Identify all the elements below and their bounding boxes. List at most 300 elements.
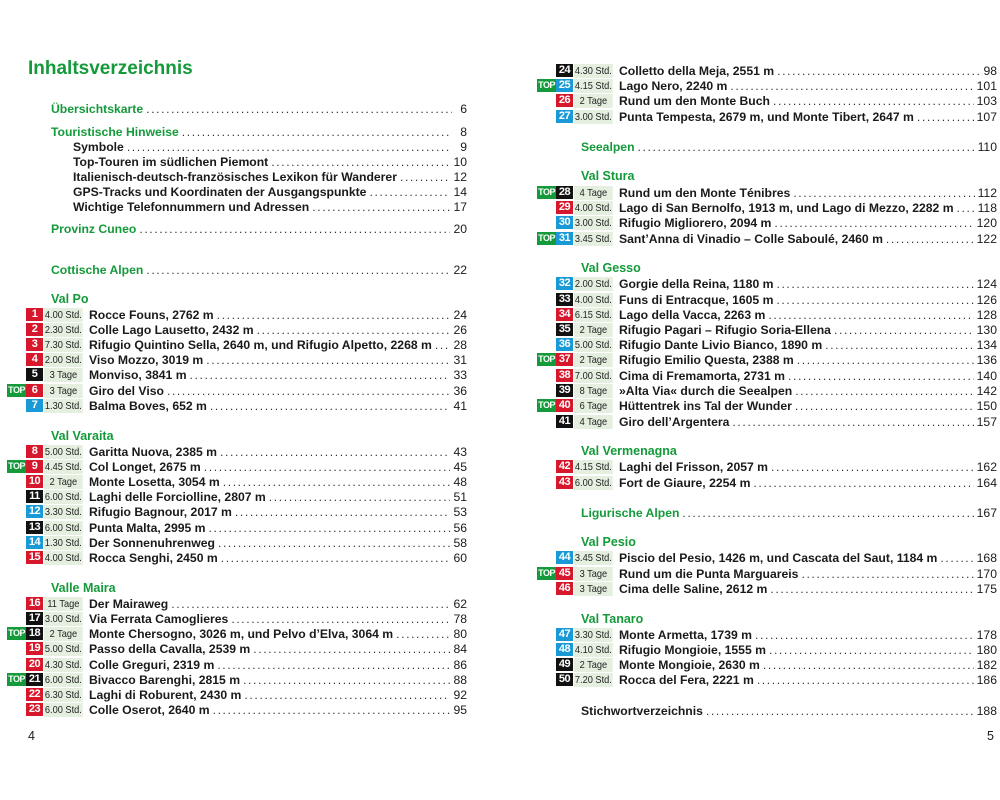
tour-number-badge: 11: [26, 490, 43, 503]
tour-number-badge: 4: [26, 353, 43, 366]
tour-name: Via Ferrata Camoglieres: [89, 611, 229, 626]
tour-number-badge: 19: [26, 642, 43, 655]
tour-entry[interactable]: [5, 444, 467, 459]
top-badge-slot: [535, 79, 556, 92]
tour-number-badge: 10: [26, 475, 43, 488]
tour-page: 118: [977, 200, 997, 215]
dot-leader: [146, 263, 450, 277]
tour-duration: 2 Tage: [44, 627, 83, 641]
tour-page: 78: [453, 611, 467, 626]
tour-page: 92: [453, 687, 467, 702]
tour-entry[interactable]: [5, 596, 467, 611]
tour-name: Rund um die Punta Marguareis: [619, 566, 799, 581]
dot-leader: [755, 628, 974, 642]
tour-page: 43: [453, 444, 467, 459]
dot-leader: [940, 551, 973, 565]
dot-leader: [776, 293, 973, 307]
tour-entry[interactable]: [535, 200, 997, 215]
tour-duration: 6.00 Std.: [44, 521, 82, 534]
tour-name: Rifugio Emilio Questa, 2388 m: [619, 352, 794, 367]
top-tour-badge: TOP: [538, 80, 555, 90]
tour-page: 28: [453, 337, 467, 352]
section-heading: Val Gesso: [581, 261, 641, 275]
tour-duration: 2.00 Std.: [44, 353, 82, 366]
tour-page: 157: [976, 414, 997, 429]
dot-leader: [773, 94, 974, 108]
tour-name: Funs di Entracque, 1605 m: [619, 292, 774, 307]
tour-number-badge: 16: [26, 597, 43, 610]
dot-leader: [777, 64, 980, 78]
tour-page: 31: [453, 352, 467, 367]
tour-number-badge: 17: [26, 612, 43, 625]
section-heading: Val Varaita: [51, 429, 114, 443]
dot-leader: [834, 323, 974, 337]
tour-duration: 3.30 Std.: [574, 628, 612, 641]
tour-entry[interactable]: [535, 276, 997, 291]
tour-entry[interactable]: [535, 368, 997, 383]
tour-entry[interactable]: [5, 520, 467, 535]
tour-number-badge: 34: [556, 308, 573, 321]
tour-duration: 4.15 Std.: [574, 79, 612, 92]
tour-page: 140: [976, 368, 997, 383]
tour-entry[interactable]: [5, 367, 467, 382]
tour-entry[interactable]: [535, 109, 997, 124]
tour-number-badge: 31: [556, 232, 573, 245]
tour-entry[interactable]: [5, 398, 467, 413]
dot-leader: [210, 399, 451, 413]
tour-duration: 4.30 Std.: [44, 658, 82, 671]
top-tour-badge: TOP: [538, 400, 555, 410]
tour-entry[interactable]: [535, 185, 997, 200]
tour-name: Laghi di Roburent, 2430 m: [89, 687, 242, 702]
tour-page: 182: [976, 657, 997, 672]
tour-duration: 1.30 Std.: [44, 536, 82, 549]
tour-number-badge: 49: [556, 658, 573, 671]
tour-entry[interactable]: [5, 383, 467, 398]
tour-entry[interactable]: [535, 383, 997, 398]
toc-entry-page: 9: [460, 139, 467, 154]
tour-page: 134: [976, 337, 997, 352]
tour-name: Col Longet, 2675 m: [89, 459, 201, 474]
dot-leader: [369, 185, 450, 199]
tour-entry[interactable]: [535, 352, 997, 367]
tour-number-badge: 25: [556, 79, 573, 92]
section-heading: Val Vermenagna: [581, 444, 677, 458]
tour-name: Garitta Nuova, 2385 m: [89, 444, 218, 459]
tour-page: 122: [976, 231, 997, 246]
dot-leader: [127, 140, 452, 154]
toc-entry[interactable]: [73, 169, 467, 184]
tour-number-badge: 18: [26, 627, 43, 640]
dot-leader: [793, 186, 974, 200]
dot-leader: [218, 536, 450, 550]
tour-entry[interactable]: [5, 307, 467, 322]
tour-duration: 2 Tage: [574, 353, 613, 367]
tour-entry[interactable]: [5, 322, 467, 337]
tour-entry[interactable]: [5, 337, 467, 352]
tour-duration: 2 Tage: [44, 475, 83, 489]
toc-entry-page: 14: [453, 184, 467, 199]
toc-entry[interactable]: [581, 505, 997, 520]
tour-number-badge: 21: [26, 673, 43, 686]
dot-leader: [768, 308, 973, 322]
tour-number-badge: 26: [556, 94, 573, 107]
dot-leader: [753, 476, 973, 490]
tour-duration: 3.00 Std.: [574, 110, 612, 123]
tour-duration: 2.00 Std.: [574, 277, 612, 290]
tour-duration: 4.00 Std.: [574, 293, 612, 306]
tour-entry[interactable]: [535, 322, 997, 337]
tour-name: Monviso, 3841 m: [89, 367, 187, 382]
tour-name: Colle Greguri, 2319 m: [89, 657, 215, 672]
dot-leader: [190, 368, 451, 382]
tour-number-badge: 5: [26, 368, 43, 381]
dot-leader: [146, 102, 452, 116]
tour-name: Piscio del Pesio, 1426 m, und Cascata del Saut, 1184 m: [619, 550, 938, 565]
tour-name: Monte Armetta, 1739 m: [619, 627, 752, 642]
dot-leader: [167, 384, 450, 398]
dot-leader: [312, 200, 450, 214]
top-badge-slot: [5, 384, 26, 397]
tour-name: Giro dell’Argentera: [619, 414, 730, 429]
tour-entry[interactable]: [5, 535, 467, 550]
top-tour-badge: TOP: [538, 233, 555, 243]
tour-number-badge: 37: [556, 353, 573, 366]
tour-name: Rifugio Bagnour, 2017 m: [89, 504, 232, 519]
top-tour-badge: TOP: [8, 674, 25, 684]
tour-entry[interactable]: [535, 398, 997, 413]
toc-entry[interactable]: [73, 184, 467, 199]
toc-entry[interactable]: [581, 139, 997, 154]
toc-entry-page: 110: [977, 139, 997, 154]
tour-name: Rifugio Quintino Sella, 2640 m, und Rifugio Alpetto, 2268 m: [89, 337, 432, 352]
tour-number-badge: 29: [556, 201, 573, 214]
tour-number-badge: 36: [556, 338, 573, 351]
tour-entry[interactable]: [535, 337, 997, 352]
tour-entry[interactable]: [5, 489, 467, 504]
tour-duration: 4.00 Std.: [574, 201, 612, 214]
dot-leader: [763, 658, 974, 672]
tour-name: Der Mairaweg: [89, 596, 169, 611]
top-badge-slot: [5, 627, 26, 640]
tour-duration: 6.30 Std.: [44, 688, 82, 701]
top-badge-slot: [5, 673, 26, 686]
tour-page: 98: [983, 63, 997, 78]
section-heading: Val Stura: [581, 169, 635, 183]
toc-entry-label: Cottische Alpen: [51, 262, 144, 277]
tour-page: 107: [976, 109, 997, 124]
dot-leader: [638, 140, 975, 154]
top-tour-badge: TOP: [538, 187, 555, 197]
tour-duration: 3.45 Std.: [574, 232, 612, 245]
dot-leader: [221, 551, 451, 565]
tour-number-badge: 15: [26, 551, 43, 564]
toc-entry[interactable]: [73, 154, 467, 169]
tour-page: 48: [453, 474, 467, 489]
dot-leader: [771, 460, 974, 474]
tour-duration: 2.30 Std.: [44, 323, 82, 336]
tour-page: 162: [976, 459, 997, 474]
toc-entry[interactable]: [51, 262, 467, 277]
dot-leader: [235, 505, 451, 519]
tour-page: 175: [976, 581, 997, 596]
dot-leader: [788, 369, 974, 383]
tour-duration: 1.30 Std.: [44, 399, 82, 412]
section-heading: Val Po: [51, 292, 89, 306]
top-badge-slot: [535, 567, 556, 580]
tour-duration: 6.15 Std.: [574, 308, 612, 321]
tour-page: 103: [976, 93, 997, 108]
tour-page: 120: [976, 215, 997, 230]
tour-entry[interactable]: [535, 215, 997, 230]
tour-page: 56: [453, 520, 467, 535]
top-tour-badge: TOP: [8, 461, 25, 471]
tour-entry[interactable]: [535, 657, 997, 672]
tour-entry[interactable]: [535, 307, 997, 322]
tour-entry[interactable]: [535, 581, 997, 596]
tour-duration: 2 Tage: [574, 323, 613, 337]
tour-number-badge: 30: [556, 216, 573, 229]
tour-page: 51: [453, 489, 467, 504]
tour-number-badge: 28: [556, 186, 573, 199]
tour-page: 164: [976, 475, 997, 490]
tour-entry[interactable]: [5, 641, 467, 656]
dot-leader: [682, 506, 973, 520]
dot-leader: [706, 704, 974, 718]
top-badge-slot: [535, 232, 556, 245]
tour-duration: 5.00 Std.: [44, 445, 82, 458]
tour-page: 88: [453, 672, 467, 687]
tour-name: Fort de Giaure, 2254 m: [619, 475, 751, 490]
tour-page: 112: [977, 185, 997, 200]
dot-leader: [795, 384, 973, 398]
right-page: [500, 0, 1000, 800]
tour-duration: 6 Tage: [574, 399, 613, 413]
tour-name: Monte Mongioie, 2630 m: [619, 657, 760, 672]
tour-entry[interactable]: [5, 504, 467, 519]
dot-leader: [774, 216, 973, 230]
tour-entry[interactable]: [5, 687, 467, 702]
tour-duration: 6.00 Std.: [44, 703, 82, 716]
tour-entry[interactable]: [5, 474, 467, 489]
toc-entry[interactable]: [51, 221, 467, 236]
tour-duration: 2 Tage: [574, 658, 613, 672]
tour-duration: 6.00 Std.: [574, 476, 612, 489]
tour-duration: 4.00 Std.: [44, 308, 82, 321]
tour-number-badge: 13: [26, 521, 43, 534]
tour-name: Rifugio Pagari – Rifugio Soria-Ellena: [619, 322, 831, 337]
tour-name: Sant’Anna di Vinadio – Colle Saboulé, 2460 m: [619, 231, 883, 246]
tour-page: 124: [976, 276, 997, 291]
tour-page: 126: [976, 292, 997, 307]
tour-entry[interactable]: [535, 292, 997, 307]
tour-name: Monte Chersogno, 3026 m, und Pelvo d’Elva, 3064 m: [89, 626, 394, 641]
tour-entry[interactable]: [5, 550, 467, 565]
toc-entry-label: Übersichtskarte: [51, 101, 144, 116]
dot-leader: [770, 582, 973, 596]
tour-entry[interactable]: [5, 611, 467, 626]
toc-entry-label: Top-Touren im südlichen Piemont: [73, 154, 269, 169]
tour-name: Punta Malta, 2995 m: [89, 520, 206, 535]
toc-entry-label: Ligurische Alpen: [581, 505, 680, 520]
tour-name: Lago della Vacca, 2263 m: [619, 307, 766, 322]
dot-leader: [825, 338, 973, 352]
tour-page: 60: [453, 550, 467, 565]
tour-number-badge: 20: [26, 658, 43, 671]
dot-leader: [435, 338, 451, 352]
tour-name: Der Sonnenuhrenweg: [89, 535, 215, 550]
tour-entry[interactable]: [535, 475, 997, 490]
section-heading: Valle Maira: [51, 581, 116, 595]
toc-entry-page: 167: [976, 505, 997, 520]
tour-duration: 3.00 Std.: [574, 216, 612, 229]
tour-entry[interactable]: [535, 78, 997, 93]
dot-leader: [217, 308, 451, 322]
dot-leader: [795, 399, 974, 413]
tour-duration: 4 Tage: [574, 186, 613, 200]
tour-name: Monte Losetta, 3054 m: [89, 474, 220, 489]
dot-leader: [801, 567, 973, 581]
tour-number-badge: 39: [556, 384, 573, 397]
tour-name: Laghi del Frisson, 2057 m: [619, 459, 769, 474]
toc-entry-label: Seealpen: [581, 139, 635, 154]
tour-entry[interactable]: [535, 550, 997, 565]
tour-number-badge: 9: [26, 460, 43, 473]
tour-duration: 7.00 Std.: [574, 369, 612, 382]
tour-name: Rund um den Monte Buch: [619, 93, 770, 108]
dot-leader: [957, 201, 975, 215]
tour-name: Bivacco Barenghi, 2815 m: [89, 672, 241, 687]
tour-entry[interactable]: [535, 93, 997, 108]
tour-name: Hüttentrek ins Tal der Wunder: [619, 398, 792, 413]
tour-duration: 3.30 Std.: [44, 505, 82, 518]
tour-page: 84: [453, 641, 467, 656]
tour-entry[interactable]: [5, 702, 467, 717]
toc-entry-label: GPS-Tracks und Koordinaten der Ausgangspunkte: [73, 184, 367, 199]
tour-page: 33: [453, 367, 467, 382]
tour-entry[interactable]: [5, 352, 467, 367]
tour-entry[interactable]: [535, 672, 997, 687]
toc-entry-label: Italienisch-deutsch-französisches Lexikon für Wanderer: [73, 169, 397, 184]
toc-entry-page: 6: [460, 101, 467, 116]
top-badge-slot: [535, 353, 556, 366]
toc-entry[interactable]: [51, 124, 467, 139]
tour-number-badge: 12: [26, 505, 43, 518]
top-tour-badge: TOP: [538, 354, 555, 364]
tour-page: 178: [976, 627, 997, 642]
tour-page: 101: [976, 78, 997, 93]
tour-duration: 7.30 Std.: [44, 338, 82, 351]
dot-leader: [396, 627, 450, 641]
dot-leader: [917, 110, 974, 124]
tour-page: 136: [976, 352, 997, 367]
tour-entry[interactable]: [5, 626, 467, 641]
tour-name: Colle Oserot, 2640 m: [89, 702, 210, 717]
dot-leader: [213, 703, 451, 717]
tour-entry[interactable]: [5, 657, 467, 672]
toc-entry[interactable]: [73, 139, 467, 154]
tour-page: 45: [453, 459, 467, 474]
tour-entry[interactable]: [535, 566, 997, 581]
toc-entry-page: 20: [453, 221, 467, 236]
dot-leader: [400, 170, 450, 184]
toc-entry-page: 22: [453, 262, 467, 277]
tour-number-badge: 8: [26, 445, 43, 458]
tour-duration: 4.30 Std.: [574, 64, 612, 77]
tour-page: 128: [976, 307, 997, 322]
page-number: 4: [28, 729, 35, 743]
tour-entry[interactable]: [535, 642, 997, 657]
dot-leader: [243, 673, 450, 687]
tour-number-badge: 27: [556, 110, 573, 123]
tour-page: 95: [453, 702, 467, 717]
tour-entry[interactable]: [5, 459, 467, 474]
tour-entry[interactable]: [535, 459, 997, 474]
tour-page: 142: [976, 383, 997, 398]
tour-duration: 6.00 Std.: [44, 490, 82, 503]
dot-leader: [223, 475, 451, 489]
tour-entry[interactable]: [5, 672, 467, 687]
tour-name: Rocca Senghi, 2450 m: [89, 550, 218, 565]
toc-entry-page: 17: [453, 199, 467, 214]
dot-leader: [886, 232, 974, 246]
toc-entry[interactable]: [51, 101, 467, 116]
toc-entry[interactable]: [581, 703, 997, 718]
tour-name: Rund um den Monte Ténibres: [619, 185, 791, 200]
section-heading: Val Tanaro: [581, 612, 644, 626]
tour-entry[interactable]: [535, 414, 997, 429]
tour-page: 186: [976, 672, 997, 687]
tour-duration: 3.00 Std.: [44, 612, 82, 625]
tour-name: Rocce Founs, 2762 m: [89, 307, 214, 322]
tour-name: Cima delle Saline, 2612 m: [619, 581, 768, 596]
toc-entry-label: Stichwortverzeichnis: [581, 703, 703, 718]
tour-duration: 4.10 Std.: [574, 643, 612, 656]
tour-name: Rifugio Migliorero, 2094 m: [619, 215, 772, 230]
tour-page: 150: [976, 398, 997, 413]
tour-duration: 2 Tage: [574, 94, 613, 108]
tour-duration: 3 Tage: [574, 567, 613, 581]
toc-entry[interactable]: [73, 199, 467, 214]
tour-duration: 4.15 Std.: [574, 460, 612, 473]
tour-name: Lago Nero, 2240 m: [619, 78, 728, 93]
tour-number-badge: 43: [556, 476, 573, 489]
tour-entry[interactable]: [535, 63, 997, 78]
dot-leader: [776, 277, 973, 291]
tour-number-badge: 38: [556, 369, 573, 382]
dot-leader: [257, 323, 451, 337]
toc-entry-page: 10: [453, 154, 467, 169]
tour-duration: 5.00 Std.: [44, 642, 82, 655]
tour-page: 58: [453, 535, 467, 550]
dot-leader: [797, 353, 974, 367]
tour-duration: 5.00 Std.: [574, 338, 612, 351]
tour-name: Laghi delle Forciolline, 2807 m: [89, 489, 266, 504]
dot-leader: [220, 445, 450, 459]
tour-page: 53: [453, 504, 467, 519]
tour-entry[interactable]: [535, 231, 997, 246]
tour-name: Rifugio Mongioie, 1555 m: [619, 642, 766, 657]
toc-entry-page: 8: [460, 124, 467, 139]
tour-page: 80: [453, 626, 467, 641]
dot-leader: [231, 612, 450, 626]
tour-entry[interactable]: [535, 627, 997, 642]
tour-duration: 7.20 Std.: [574, 673, 612, 686]
tour-number-badge: 40: [556, 399, 573, 412]
tour-name: Balma Boves, 652 m: [89, 398, 207, 413]
dot-leader: [271, 155, 450, 169]
tour-number-badge: 50: [556, 673, 573, 686]
